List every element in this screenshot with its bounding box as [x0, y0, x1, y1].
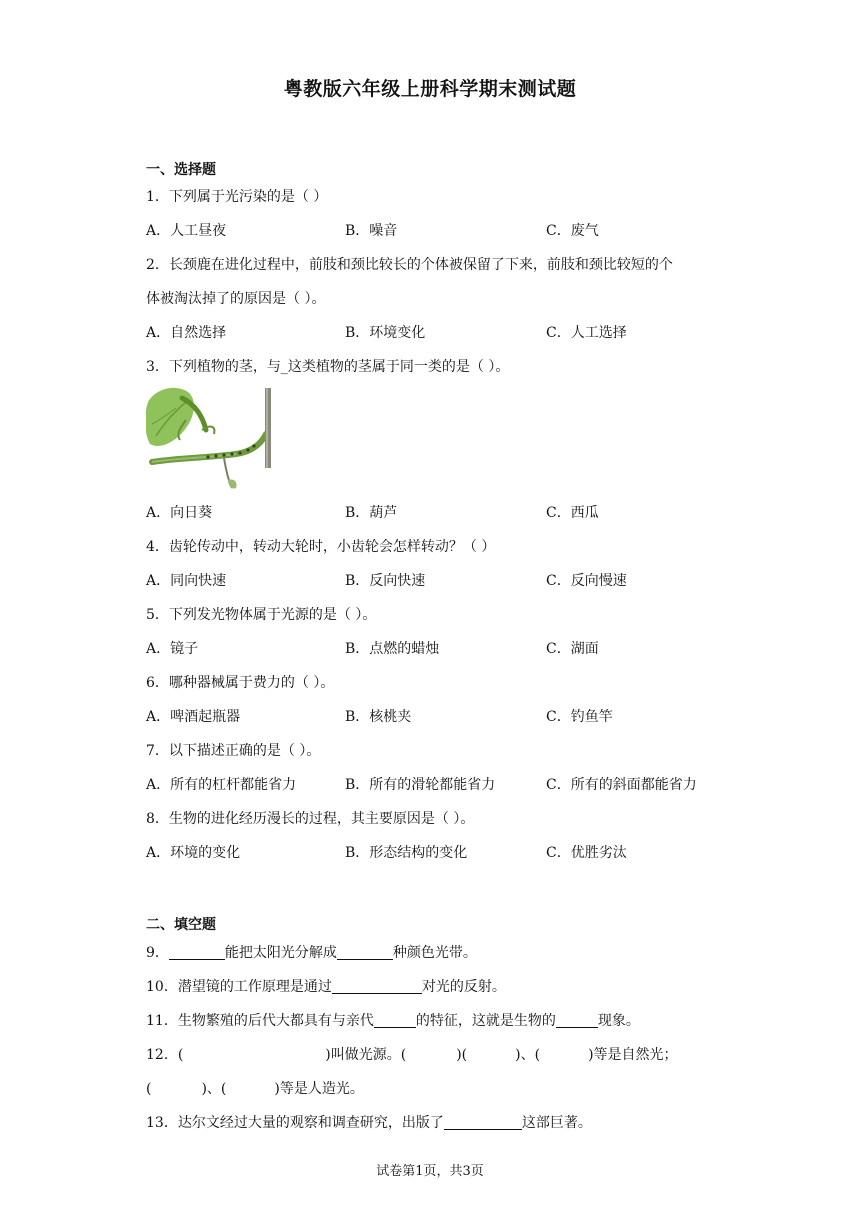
question-5: 5．下列发光物体属于光源的是（ ）。 — [146, 607, 377, 623]
q9-blank-2[interactable] — [337, 945, 393, 960]
section-title-fill-in: 二、填空题 — [146, 917, 216, 933]
q5-option-a: A．镜子 — [146, 641, 199, 657]
q1-option-c: C．废气 — [546, 223, 599, 239]
question-12-line-1 — [146, 1044, 678, 1064]
q10-text-1: 10．潜望镜的工作原理是通过 — [146, 979, 332, 995]
q6-option-a: A．啤酒起瓶器 — [146, 709, 241, 725]
q8-option-b: B．形态结构的变化 — [345, 845, 468, 861]
q12-l2-text-3: )等是人造光。 — [274, 1081, 364, 1097]
question-1: 1．下列属于光污染的是（ ） — [146, 189, 328, 205]
q10-text-2: 对光的反射。 — [421, 979, 506, 995]
q3-option-a: A．向日葵 — [146, 505, 213, 521]
q11-text-3: 现象。 — [597, 1013, 640, 1029]
q7-option-c: C．所有的斜面都能省力 — [546, 777, 697, 793]
question-2-line-1: 2．长颈鹿在进化过程中，前肢和颈比较长的个体被保留了下来，前肢和颈比较短的个 — [146, 257, 673, 273]
q11-blank-2[interactable] — [556, 1013, 598, 1028]
q1-option-a: A．人工昼夜 — [146, 223, 227, 239]
q12-text-1: 12．( — [146, 1047, 184, 1063]
q12-l2-text-1: ( — [146, 1081, 152, 1097]
q9-text-3: 种颜色光带。 — [392, 945, 477, 961]
q5-option-b: B．点燃的蜡烛 — [345, 641, 440, 657]
q4-option-b: B．反向快速 — [345, 573, 426, 589]
q9-blank-1[interactable] — [169, 945, 225, 960]
question-13 — [146, 1112, 592, 1132]
question-8: 8．生物的进化经历漫长的过程，其主要原因是（ ）。 — [146, 811, 475, 827]
q4-option-c: C．反向慢速 — [546, 573, 627, 589]
q6-option-b: B．核桃夹 — [345, 709, 412, 725]
q2-option-c: C．人工选择 — [546, 325, 627, 341]
q3-option-c: C．西瓜 — [546, 505, 599, 521]
q3-option-b: B．葫芦 — [345, 505, 398, 521]
q4-option-a: A．同向快速 — [146, 573, 227, 589]
q13-blank-1[interactable] — [444, 1115, 522, 1130]
question-7: 7．以下描述正确的是（ ）。 — [146, 743, 321, 759]
question-12-line-2 — [146, 1078, 364, 1098]
q8-option-a: A．环境的变化 — [146, 845, 241, 861]
question-4: 4．齿轮传动中，转动大轮时，小齿轮会怎样转动？（ ） — [146, 539, 496, 555]
q11-blank-1[interactable] — [374, 1013, 416, 1028]
q7-option-a: A．所有的杠杆都能省力 — [146, 777, 297, 793]
q12-text-2: )叫做光源。( — [325, 1047, 407, 1063]
q10-blank-1[interactable] — [332, 979, 422, 994]
q2-option-b: B．环境变化 — [345, 325, 426, 341]
q5-option-c: C．湖面 — [546, 641, 599, 657]
q7-option-b: B．所有的滑轮都能省力 — [345, 777, 496, 793]
q12-text-3: )( — [456, 1047, 468, 1063]
exam-title: 粤教版六年级上册科学期末测试题 — [283, 78, 577, 100]
question-6: 6．哪种器械属于费力的（ ）。 — [146, 675, 335, 691]
question-3: 3．下列植物的茎，与_这类植物的茎属于同一类的是（ ）。 — [146, 359, 510, 375]
q9-text-2: 能把太阳光分解成 — [224, 945, 337, 961]
q2-option-a: A．自然选择 — [146, 325, 227, 341]
question-11 — [146, 1010, 640, 1030]
q1-option-b: B．噪音 — [345, 223, 398, 239]
q12-text-4: )、( — [515, 1047, 541, 1063]
q11-text-2: 的特征，这就是生物的 — [415, 1013, 556, 1029]
section-title-choice: 一、选择题 — [146, 162, 216, 178]
q11-text-1: 11．生物繁殖的后代大都具有与亲代 — [146, 1013, 374, 1029]
question-2-line-2: 体被淘汰掉了的原因是（ ）。 — [146, 291, 326, 307]
q6-option-c: C．钓鱼竿 — [546, 709, 613, 725]
q13-text-2: 这部巨著。 — [521, 1115, 592, 1131]
page-footer: 试卷第1页，共3页 — [376, 1164, 484, 1179]
q8-option-c: C．优胜劣汰 — [546, 845, 627, 861]
question-10 — [146, 976, 506, 996]
q9-text-1: 9． — [146, 945, 169, 961]
question-9 — [146, 942, 477, 962]
q13-text-1: 13．达尔文经过大量的观察和调查研究，出版了 — [146, 1115, 444, 1131]
climbing-stem-image — [146, 384, 276, 494]
q12-text-5: )等是自然光； — [588, 1047, 678, 1063]
q12-l2-text-2: )、( — [201, 1081, 227, 1097]
